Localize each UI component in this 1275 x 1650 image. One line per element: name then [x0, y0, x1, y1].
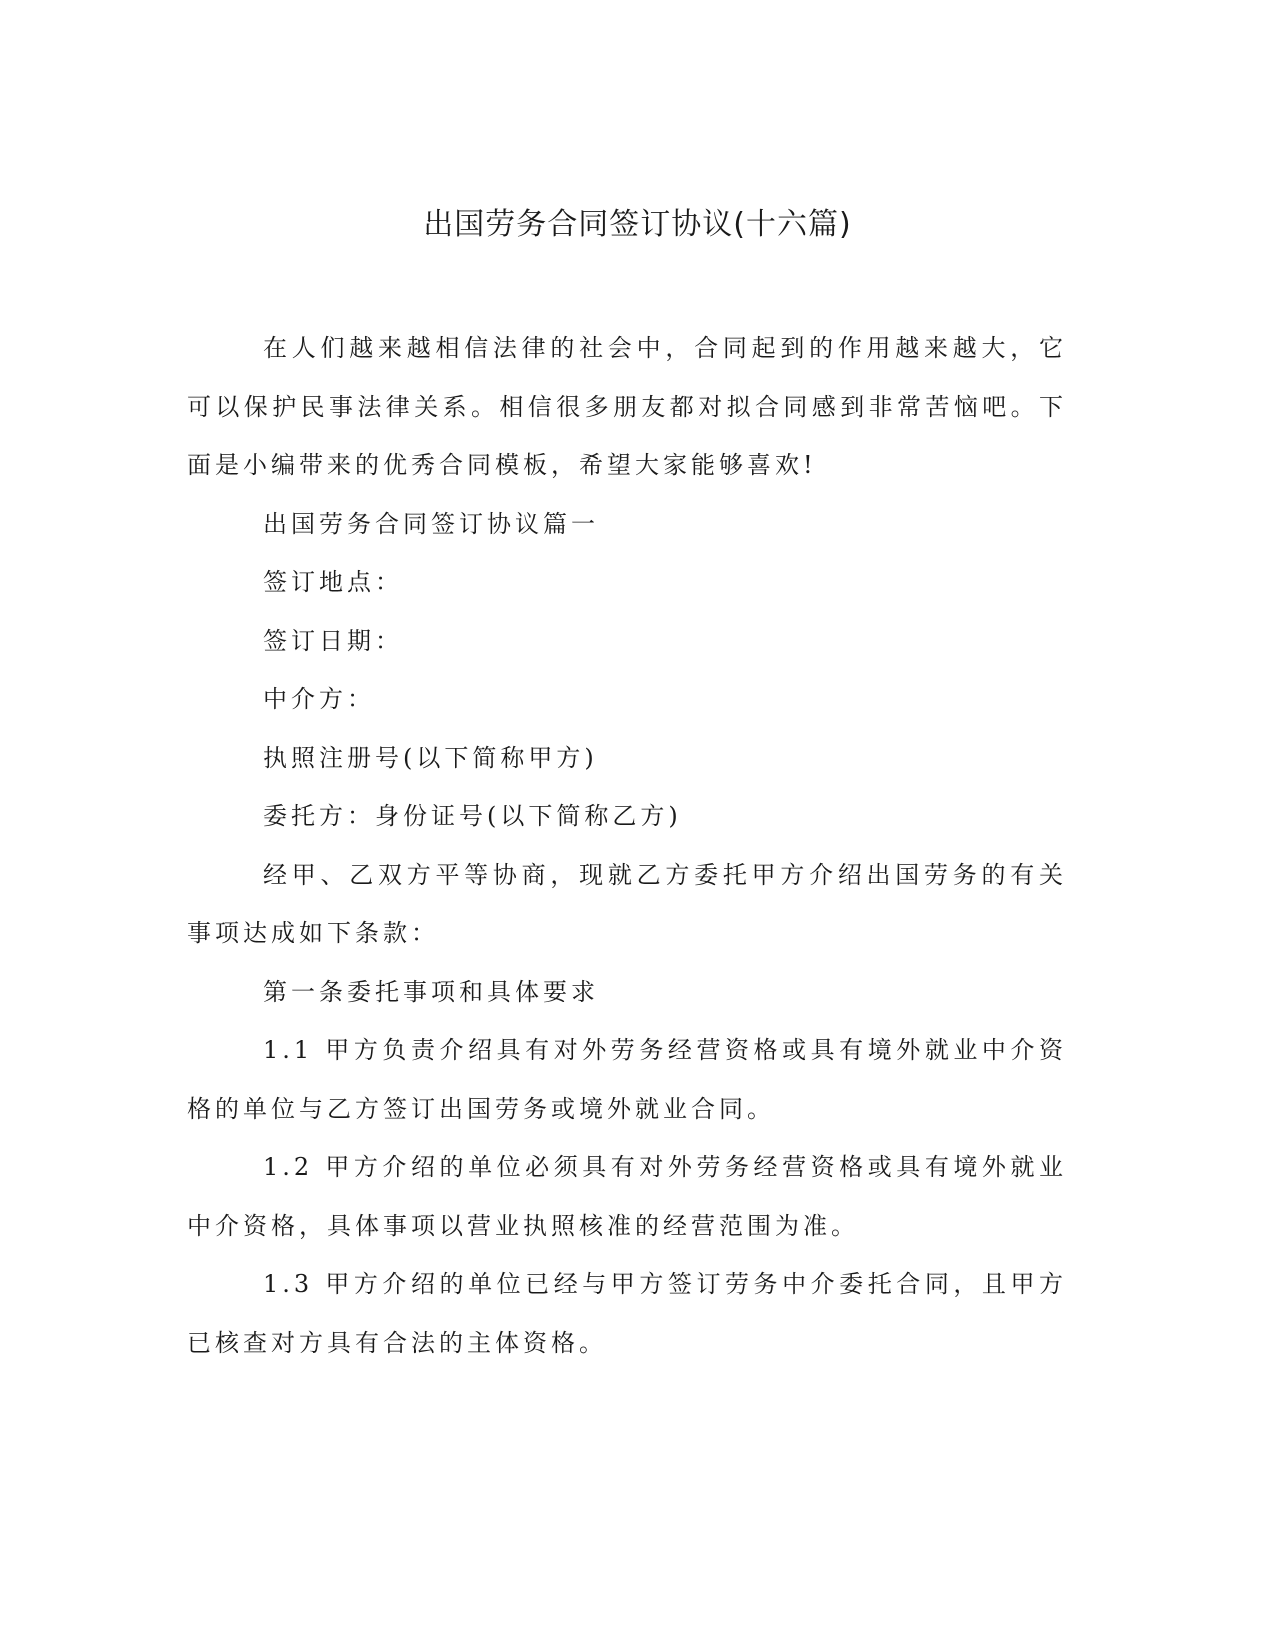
clause-1-1: 1.1 甲方负责介绍具有对外劳务经营资格或具有境外就业中介资格的单位与乙方签订出国劳务或境外就业合同。 [187, 1036, 1067, 1123]
article-one-heading: 第一条委托事项和具体要求 [263, 977, 599, 1006]
signing-date: 签订日期： [263, 626, 403, 655]
agreement-preamble: 经甲、乙双方平等协商，现就乙方委托甲方介绍出国劳务的有关事项达成如下条款： [187, 860, 1067, 947]
section-heading: 出国劳务合同签订协议篇一 [263, 509, 599, 538]
signing-location: 签订地点： [263, 568, 403, 596]
document-title: 出国劳务合同签订协议(十六篇) [423, 207, 852, 242]
intro-paragraph: 在人们越来越相信法律的社会中，合同起到的作用越来越大，它可以保护民事法律关系。相信很多朋友都对拟合同感到非常苦恼吧。下面是小编带来的优秀合同模板，希望大家能够喜欢! [187, 334, 1067, 479]
intermediary-party: 中介方： [263, 685, 375, 713]
clause-1-3: 1.3 甲方介绍的单位已经与甲方签订劳务中介委托合同，且甲方已核查对方具有合法的主体资格。 [187, 1270, 1067, 1357]
clause-1-2: 1.2 甲方介绍的单位必须具有对外劳务经营资格或具有境外就业中介资格，具体事项以营业执照核准的经营范围为准。 [187, 1153, 1067, 1240]
document-body [187, 319, 1067, 1372]
entrusting-party: 委托方：身份证号(以下简称乙方) [263, 802, 682, 830]
license-number: 执照注册号(以下简称甲方) [263, 743, 598, 772]
